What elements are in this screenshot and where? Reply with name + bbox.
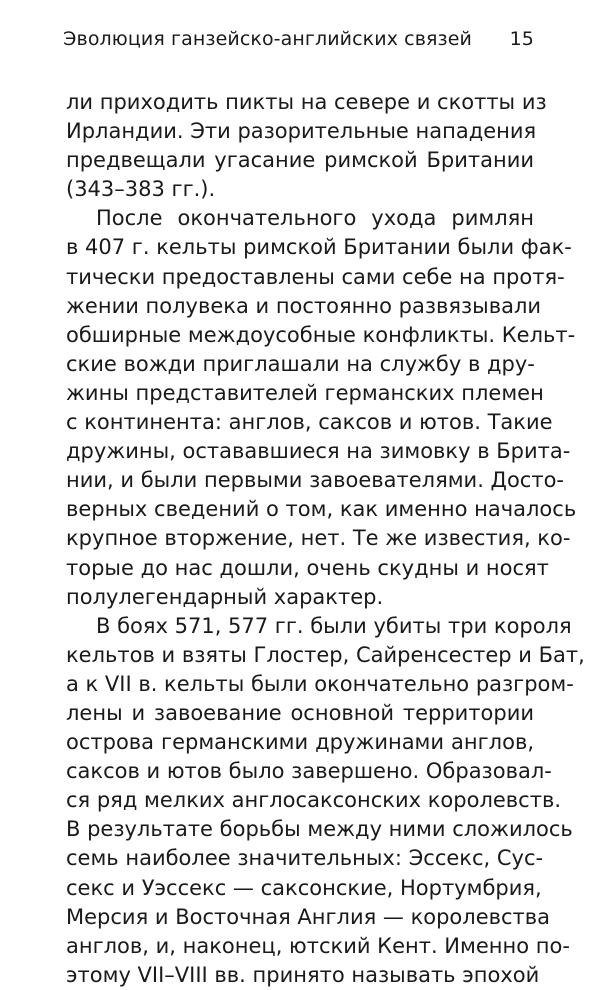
text-line: торые до нас дошли, очень скудны и носят (66, 555, 549, 580)
text-line: кельтов и взяты Глостер, Сайренсестер и Бат, (66, 642, 585, 667)
text-line: В результате борьбы между ними сложилось (66, 817, 573, 842)
text-line: предвещали угасание римской Британии (66, 148, 534, 173)
text-line: жении полувека и постоянно развязывали (66, 293, 542, 318)
text-line: верных сведений о том, как именно началось (66, 497, 577, 522)
running-title: Эволюция ганзейско-английских связей (63, 28, 472, 50)
text-line: (343–383 гг.). (66, 177, 216, 202)
text-line: нии, и были первыми завоевателями. Досто- (66, 468, 565, 493)
text-line: Мерсия и Восточная Англия — королевства (66, 904, 551, 929)
text-line: саксов и ютов было завершено. Образовал- (66, 759, 552, 784)
text-line: Ирландии. Эти разорительные нападения (66, 119, 537, 144)
text-line: с континента: англов, саксов и ютов. Такие (66, 410, 553, 435)
text-line: жины представителей германских племен (66, 380, 544, 405)
text-line: ся ряд мелких англосаксонских королевств. (66, 788, 561, 813)
text-line: ли приходить пикты на севере и скотты из (66, 90, 547, 114)
paragraph-first-line: После окончательного ухода римлян (96, 206, 534, 231)
running-header (62, 28, 534, 58)
text-line: острова германскими дружинами англов, (66, 730, 534, 755)
text-line: полулегендарный характер. (66, 584, 384, 609)
text-line: крупное вторжение, нет. Те же известия, ко- (66, 526, 571, 551)
text-line: обширные междоусобные конфликты. Кельт- (66, 322, 576, 347)
text-line: тически предоставлены сами себе на протя- (66, 264, 565, 289)
text-line: в 407 г. кельты римской Британии были фак- (66, 235, 572, 260)
text-line: дружины, остававшиеся на зимовку в Брита- (66, 439, 571, 464)
text-line: англов, и, наконец, ютский Кент. Именно по- (66, 933, 570, 958)
text-line: а к VII в. кельты были окончательно разгром- (66, 671, 574, 696)
text-line: лены и завоевание основной территории (66, 700, 534, 725)
text-line: ские вожди приглашали на службу в дру- (66, 351, 535, 376)
paragraph-first-line: В боях 571, 577 гг. были убиты три короля (96, 613, 572, 638)
page-number: 15 (509, 28, 534, 50)
text-line: этому VII–VIII вв. принято называть эпохой (66, 962, 540, 987)
body-text (66, 88, 585, 990)
text-line: секс и Уэссекс — саксонские, Нортумбрия, (66, 875, 542, 900)
text-line: семь наиболее значительных: Эссекс, Сус- (66, 846, 544, 871)
